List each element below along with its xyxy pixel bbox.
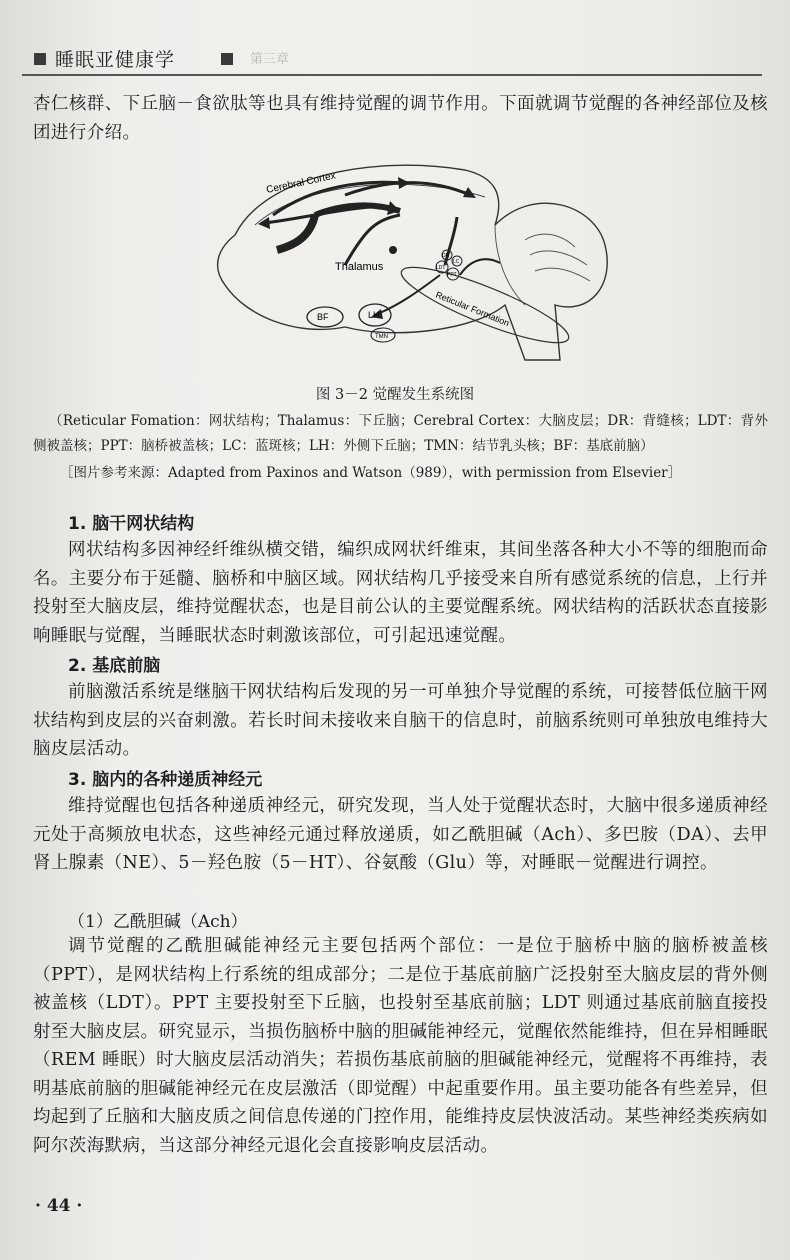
lc-label: LC — [453, 259, 460, 265]
section-3-body: 维持觉醒也包括各种递质神经元，研究发现，当人处于觉醒状态时，大脑中很多递质神经元处于高频放电状态，这些神经元通过释放递质，如乙酰胆碱（Ach）、多巴胺（DA）、去甲肾上腺素（NE）、5－羟色胺（5－HT）、谷氨酸（Glu）等，对睡眠－觉醒进行调控。 — [33, 796, 768, 873]
header-rule — [22, 74, 762, 76]
ldt-label: LDT — [436, 265, 446, 271]
section-1-body: 网状结构多因神经纤维纵横交错，编织成网状纤维束，其间坐落各种大小不等的细胞而命名。主要分布于延髓、脑桥和中脑区域。网状结构几乎接受来自所有感觉系统的信息，上行并投射至大脑皮层，维持觉醒状态，也是目前公认的主要觉醒系统。网状结构的活跃状态直接影响睡眠与觉醒，当睡眠状态时刺激该部位，可引起迅速觉醒。 — [33, 540, 768, 646]
reticular-formation-label: Reticular Formation — [434, 289, 511, 329]
arousal-system-figure — [195, 155, 615, 367]
intro-paragraph: 杏仁核群、下丘脑－食欲肽等也具有维持觉醒的调节作用。下面就调节觉醒的各神经部位及核团进行介绍。 — [33, 94, 768, 143]
subsection-ach-heading: （1）乙酰胆碱（Ach） — [68, 912, 248, 932]
thalamus-dot — [389, 246, 397, 254]
running-header — [22, 44, 782, 78]
subsection-ach-body: 调节觉醒的乙酰胆碱能神经元主要包括两个部位：一是位于脑桥中脑的脑桥被盖核（PPT），是网状结构上行系统的组成部分；二是位于基底前脑广泛投射至大脑皮层的背外侧被盖核（LDT）。PPT 主要投射至下丘脑，也投射至基底前脑；LDT 则通过基底前脑直接投射至大脑皮层。研究显示，当损伤脑桥中脑的胆碱能神经元，觉醒依然能维持，但在异相睡眠（REM 睡眠）时大脑皮层活动消失；若损伤基底前脑的胆碱能神经元，觉醒将不再维持，表明基底前脑的胆碱能神经元在皮层激活（即觉醒）中起重要作用。虽主要功能各有些差异，但均起到了丘脑和大脑皮质之间信息传递的门控作用，能维持皮层快波活动。某些神经类疾病如阿尔茨海默病，当这部分神经元退化会直接影响皮层活动。 — [33, 936, 768, 1156]
section-2-heading: 2. 基底前脑 — [68, 656, 161, 676]
brainstem-projection — [460, 259, 500, 275]
brainstem-border — [495, 225, 525, 305]
figure-source: ［图片参考来源：Adapted from Paxinos and Watson（989），with permission from Elsevier］ — [60, 465, 682, 481]
page-number: · 44 · — [35, 1196, 83, 1216]
thalamus-label: Thalamus — [335, 261, 384, 273]
cerebral-cortex-label: Cerebral Cortex — [265, 170, 337, 196]
bf-label: BF — [317, 312, 329, 322]
figure-note: （Reticular Fomation：网状结构；Thalamus：下丘脑；Cerebral Cortex：大脑皮层；DR：背缝核；LDT：背外侧被盖核；PPT：脑桥被盖核；LC：蓝斑核；LH：外侧下丘脑；TMN：结节乳头核；BF：基底前脑） — [33, 413, 768, 454]
book-title: 睡眠亚健康学 — [55, 49, 176, 71]
section-2-body: 前脑激活系统是继脑干网状结构后发现的另一可单独介导觉醒的系统，可接替低位脑干网状结构到皮层的兴奋刺激。若长时间未接收来自脑干的信息时，前脑系统则可单独放电维持大脑皮层活动。 — [33, 682, 768, 759]
brain-diagram — [195, 155, 615, 367]
square-icon — [34, 53, 46, 65]
figure-caption: 图 3－2 觉醒发生系统图 — [315, 387, 475, 403]
chapter-label: 第三章 — [250, 52, 290, 67]
thalamic-fiber — [315, 205, 400, 215]
lh-label: LH — [368, 310, 380, 320]
cerebellum-folds — [525, 234, 590, 281]
ppt-label: PPT — [447, 272, 457, 278]
brain-outline — [218, 165, 608, 360]
reticular-to-bf — [375, 275, 440, 315]
tmn-label: TMN — [375, 334, 388, 340]
dr-label: DR — [442, 253, 450, 259]
thalamus-projection — [345, 215, 400, 265]
reticular-formation-region — [395, 255, 575, 356]
section-3-heading: 3. 脑内的各种递质神经元 — [68, 770, 263, 790]
square-icon — [221, 53, 233, 65]
section-1-heading: 1. 脑干网状结构 — [68, 514, 195, 534]
